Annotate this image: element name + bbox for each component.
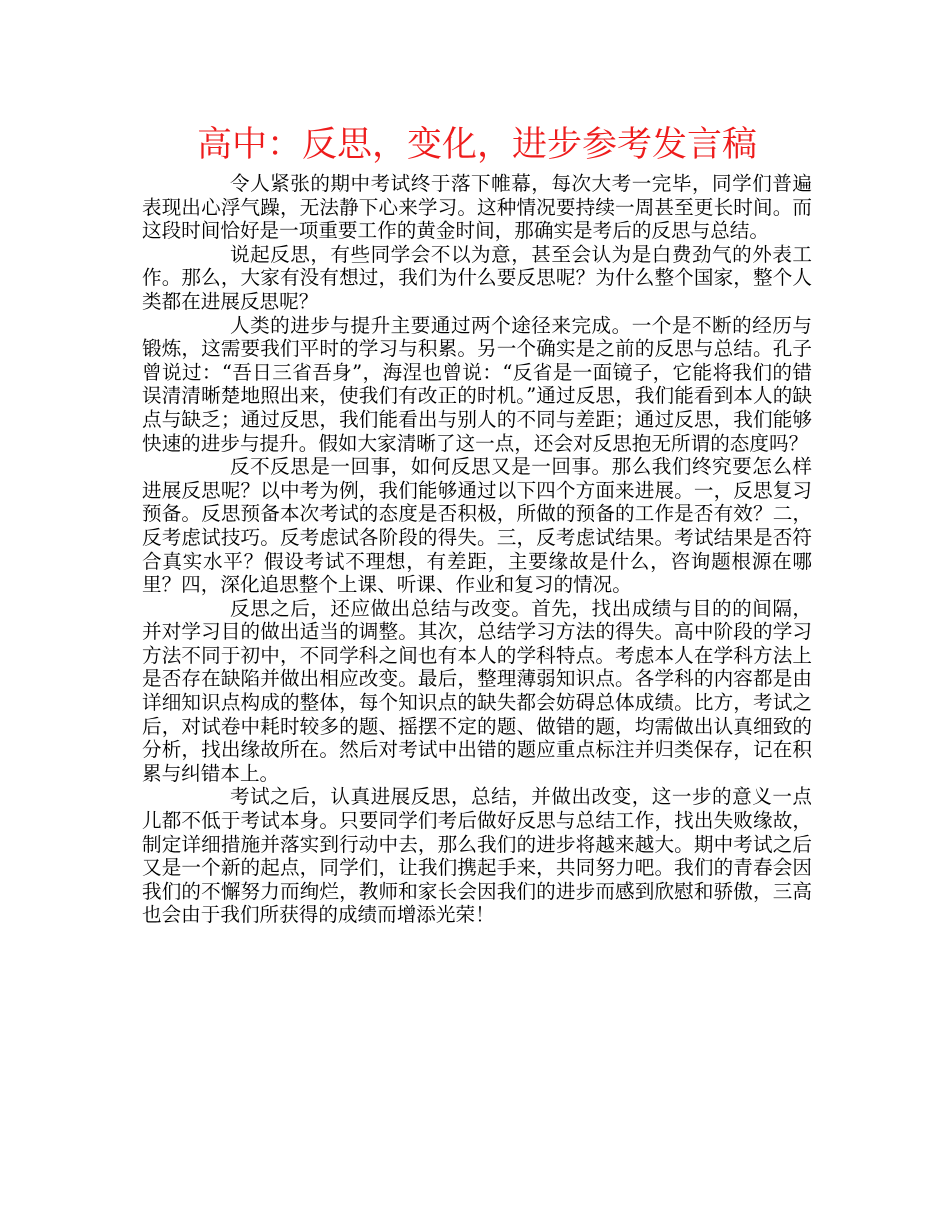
paragraph-1: 令人紧张的期中考试终于落下帷幕，每次大考一完毕，同学们普遍表现出心浮气躁，无法静下心来学习。这种情况要持续一周甚至更长时间。而这段时间恰好是一项重要工作的黄金时间，那确实是考后的反思与总结。	[142, 172, 812, 243]
document-page	[142, 118, 812, 927]
paragraph-3: 人类的进步与提升主要通过两个途径来完成。一个是不断的经历与锻炼，这需要我们平时的学习与积累。另一个确实是之前的反思与总结。孔子曾说过：“吾日三省吾身”，海涅也曾说：“反省是一面镜子，它能将我们的错误清清晰楚地照出来，使我们有改正的时机。”通过反思，我们能看到本人的缺点与缺乏；通过反思，我们能看出与别人的不同与差距；通过反思，我们能够快速的进步与提升。假如大家清晰了这一点，还会对反思抱无所谓的态度吗？	[142, 313, 812, 455]
paragraph-4: 反不反思是一回事，如何反思又是一回事。那么我们终究要怎么样进展反思呢？以中考为例，我们能够通过以下四个方面来进展。一，反思复习预备。反思预备本次考试的态度是否积极，所做的预备的工作是否有效？二，反考虑试技巧。反考虑试各阶段的得失。三，反考虑试结果。考试结果是否符合真实水平？假设考试不理想，有差距，主要缘故是什么，咨询题根源在哪里？四，深化追思整个上课、听课、作业和复习的情况。	[142, 455, 812, 597]
paragraph-6: 考试之后，认真进展反思，总结，并做出改变，这一步的意义一点儿都不低于考试本身。只要同学们考后做好反思与总结工作，找出失败缘故，制定详细措施并落实到行动中去，那么我们的进步将越来越大。期中考试之后又是一个新的起点，同学们，让我们携起手来，共同努力吧。我们的青春会因我们的不懈努力而绚烂，教师和家长会因我们的进步而感到欣慰和骄傲，三高也会由于我们所获得的成绩而增添光荣！	[142, 785, 812, 927]
paragraph-5: 反思之后，还应做出总结与改变。首先，找出成绩与目的的间隔，并对学习目的做出适当的调整。其次，总结学习方法的得失。高中阶段的学习方法不同于初中，不同学科之间也有本人的学科特点。考虑本人在学科方法上是否存在缺陷并做出相应改变。最后，整理薄弱知识点。各学科的内容都是由详细知识点构成的整体，每个知识点的缺失都会妨碍总体成绩。比方，考试之后，对试卷中耗时较多的题、摇摆不定的题、做错的题，均需做出认真细致的分析，找出缘故所在。然后对考试中出错的题应重点标注并归类保存，记在积累与纠错本上。	[142, 596, 812, 785]
document-title: 高中：反思，变化，进步参考发言稿	[196, 125, 757, 165]
document-body	[142, 172, 812, 927]
paragraph-2: 说起反思，有些同学会不以为意，甚至会认为是白费劲气的外表工作。那么，大家有没有想过，我们为什么要反思呢？为什么整个国家，整个人类都在进展反思呢？	[142, 242, 812, 313]
